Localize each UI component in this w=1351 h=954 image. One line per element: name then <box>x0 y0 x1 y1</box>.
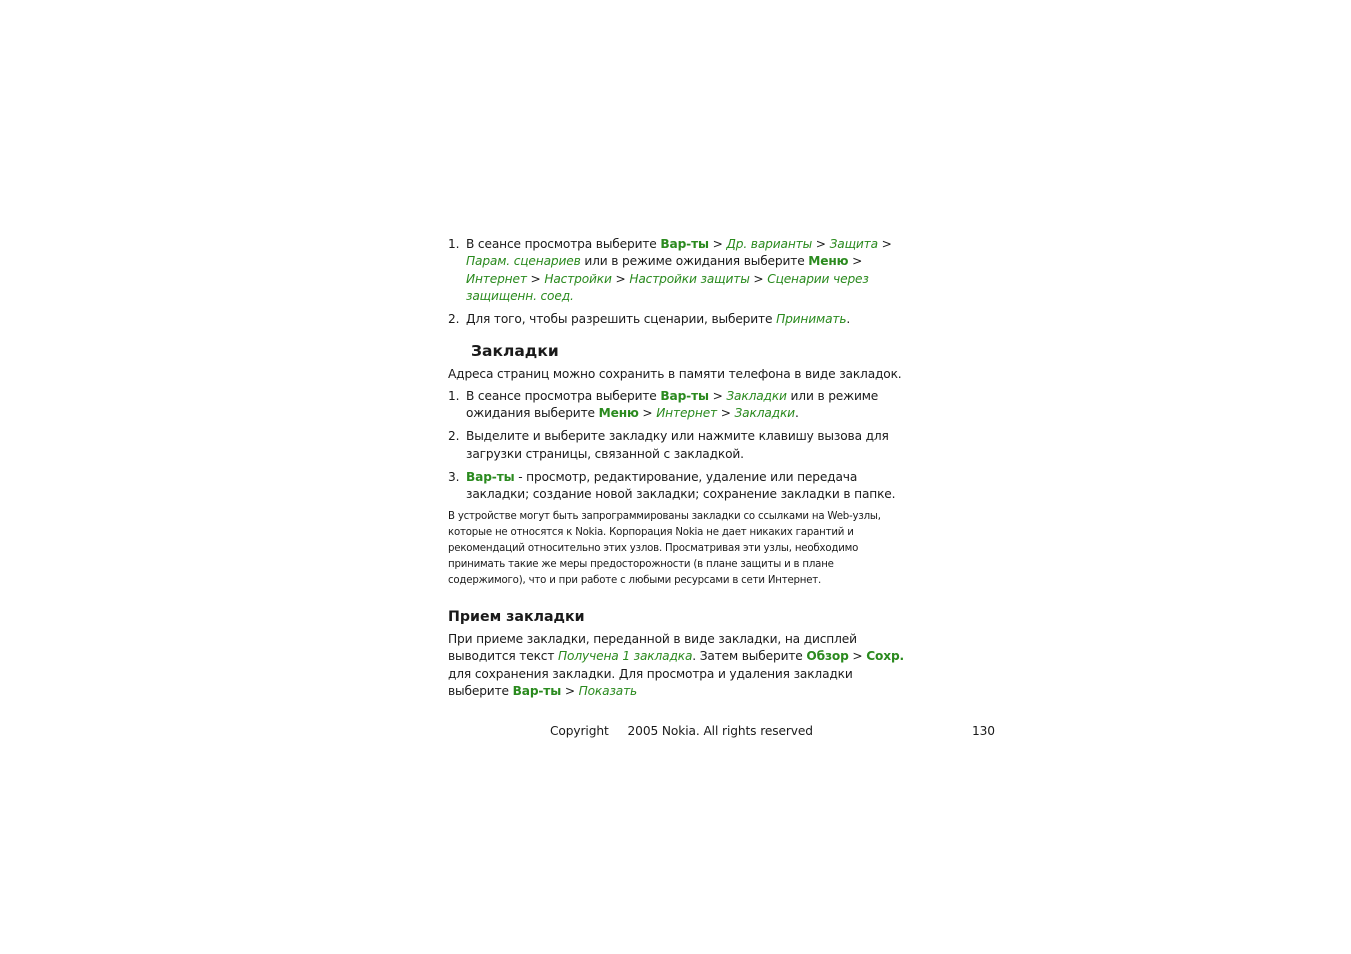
text-run: или в режиме ожидания выберите <box>466 388 879 421</box>
intro-step-list <box>448 236 904 329</box>
text-run: При приеме закладки, переданной в виде закладки, на дисплей выводится текст <box>448 631 857 664</box>
softkey-label: Вар-ты <box>660 388 709 403</box>
text-run: > <box>717 406 735 421</box>
text-run: > <box>708 237 727 251</box>
softkey-label: Обзор <box>806 649 849 664</box>
text-run: . <box>794 406 799 421</box>
text-run: > <box>561 684 579 699</box>
receive-bookmark-text <box>448 631 904 701</box>
step-number: 3. <box>448 469 460 484</box>
softkey-label: Вар-ты <box>660 237 709 251</box>
step-number: 2. <box>448 312 460 327</box>
menu-item-label: Др. варианты <box>726 237 813 251</box>
text-run: > <box>848 649 867 664</box>
copyright-notice: Copyright 2005 Nokia. All rights reserved <box>550 724 813 738</box>
text-run: . <box>846 312 851 327</box>
menu-item-label: Интернет <box>466 271 527 286</box>
bookmarks-step-list <box>448 388 904 503</box>
text-run: Выделите и выберите закладку или нажмите клавишу вызова для загрузки страницы, связанной с закладкой. <box>466 429 889 461</box>
text-run: > <box>611 271 630 286</box>
step-text <box>466 429 889 460</box>
text-run: > <box>848 254 863 269</box>
softkey-label: Меню <box>808 254 849 269</box>
softkey-label: Меню <box>598 406 639 421</box>
menu-item-label: Интернет <box>656 406 717 421</box>
list-item <box>448 388 904 423</box>
menu-item-label: Настройки <box>544 271 612 286</box>
list-item <box>448 469 904 504</box>
list-item <box>448 428 904 463</box>
menu-item-label: Закладки <box>726 388 787 403</box>
text-run: . Затем выберите <box>692 649 807 664</box>
softkey-label: Сохр. <box>866 649 905 664</box>
menu-item-label: Показать <box>578 684 638 699</box>
menu-item-label: Парам. сценариев <box>466 254 581 269</box>
softkey-label: Вар-ты <box>512 684 562 699</box>
menu-item-label: Защита <box>829 237 878 251</box>
text-run: - просмотр, редактирование, удаление или передача закладки; создание новой закладки; сохранение закладки в папке. <box>466 469 896 501</box>
menu-item-label: Сценарии через защищенн. соед. <box>466 271 869 304</box>
step-text <box>466 389 878 420</box>
text-run: Для того, чтобы разрешить сценарии, выберите <box>466 312 777 327</box>
menu-item-label: Настройки защиты <box>629 271 750 286</box>
disclaimer-note: В устройстве могут быть запрограммированы закладки со ссылками на Web-узлы, которые не относятся к Nokia. Корпорация Nokia не дает никаких гарантий и рекомендаций относительно этих узлов. Просматривая эти узлы, необходимо принимать такие же меры предосторожности (в плане защиты и в плане содержимого), что и при работе с любыми ресурсами в сети Интернет. <box>448 510 881 586</box>
list-item <box>448 236 904 306</box>
menu-item-label: Закладки <box>734 406 795 421</box>
text-run: В сеансе просмотра выберите <box>466 388 661 403</box>
step-text <box>466 312 850 326</box>
step-number: 2. <box>448 429 460 444</box>
text-run: > <box>877 237 892 251</box>
text-run: > <box>708 388 727 403</box>
bookmarks-heading: Закладки <box>471 341 559 360</box>
text-run: > <box>526 271 545 286</box>
text-run: В сеансе просмотра выберите <box>466 237 661 251</box>
step-number: 1. <box>448 237 460 251</box>
text-run: для сохранения закладки. Для просмотра и удаления закладки выберите <box>448 666 853 699</box>
softkey-label: Вар-ты <box>466 469 515 484</box>
step-number: 1. <box>448 388 460 403</box>
page-number: 130 <box>972 724 995 738</box>
step-text <box>466 237 892 303</box>
bookmarks-intro: Адреса страниц можно сохранить в памяти телефона в виде закладок. <box>448 366 902 381</box>
text-run: > <box>638 406 657 421</box>
text-run: > <box>812 237 830 251</box>
page-content <box>448 236 904 706</box>
receive-bookmark-heading: Прием закладки <box>448 608 585 625</box>
step-text <box>466 470 895 501</box>
menu-item-label: Принимать <box>776 312 847 327</box>
text-run: > <box>749 271 768 286</box>
text-run: или в режиме ожидания выберите <box>580 254 809 269</box>
menu-item-label: Получена 1 закладка <box>558 649 693 664</box>
list-item <box>448 311 904 328</box>
